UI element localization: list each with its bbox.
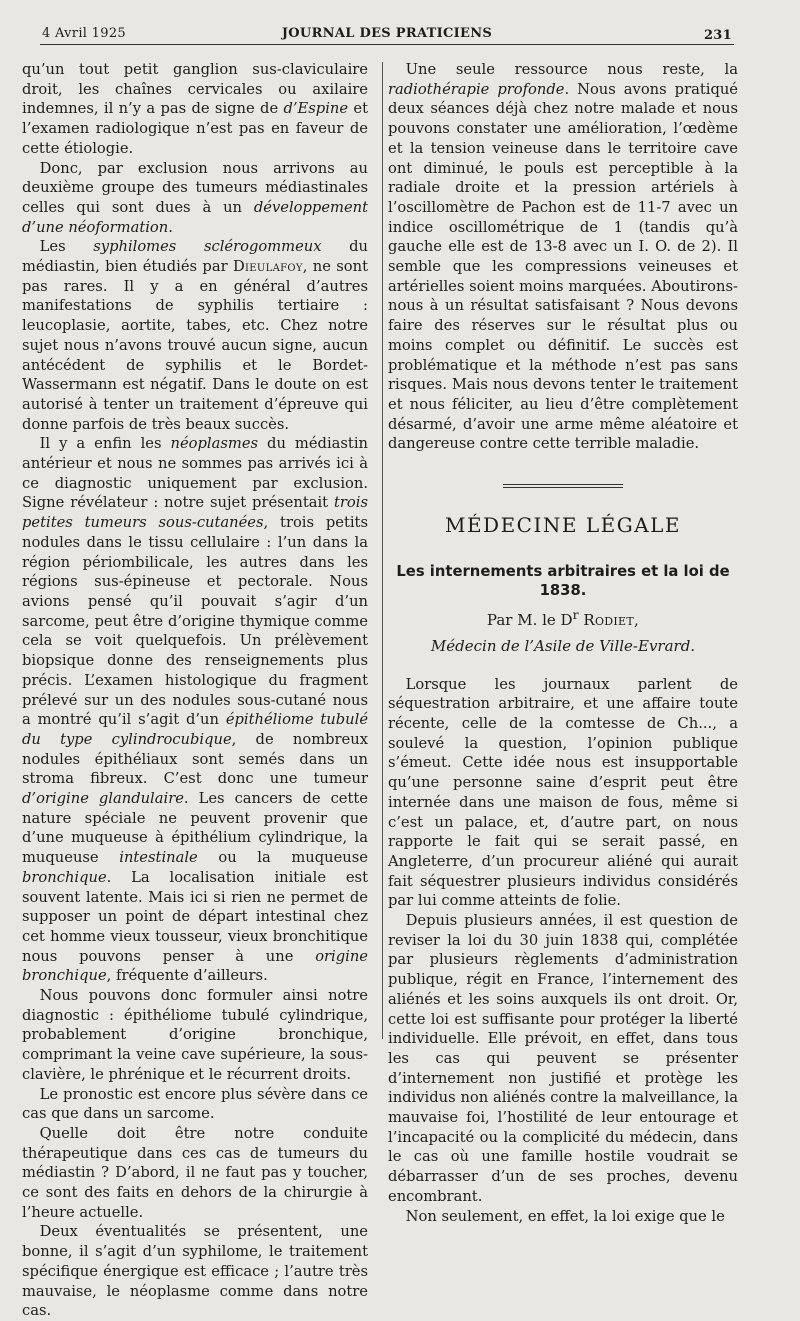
paragraph: qu’un tout petit ganglion sus-claviculaire droit, les chaînes cervicales ou axilaire indemnes, il n’y a pas de signe de d’Espine et l’examen radiologique n’est pas en faveur de cette étiologie. xyxy=(22,61,368,157)
paragraph: Il y a enfin les néoplasmes du médiastin antérieur et nous ne sommes pas arrivés ici à ce diagnostic uniquement par exclusion. Signe révélateur : notre sujet présentait trois petites tumeurs sous-cutanées, trois petits nodules dans le tissu cellulaire : l’un dans la région périombilicale, les autres dans les régions sus-épineuse et pectorale. Nous avions pensé qu’il pouvait s’agir d’un sarcome, peut être d’origine thymique comme cela se voit quelquefois. Un prélèvement biopsique donne des renseignements plus précis. L’examen histologique du fragment prélevé sur un des nodules sous-cutané nous a montré qu’il s’agit d’un épithéliome tubulé du type cylindrocubique, de nombreux nodules épithéliaux sont semés dans un stroma fibreux. C’est donc une tumeur d’origine glandulaire. Les cancers de cette nature spéciale ne peuvent provenir que d’une muqueuse à épithélium cylindrique, la muqueuse intestinale ou la muqueuse bronchique. La localisation initiale est souvent latente. Mais ici si rien ne permet de supposer un point de départ intestinal chez cet homme vieux tousseur, vieux bronchitique nous pouvons penser à une origine bronchique, fréquente d’ailleurs. xyxy=(22,435,369,985)
article-byline: Par M. le $D^r$ Rodiet, xyxy=(486,607,640,630)
paragraph: Une seule ressource nous reste, la radiothérapie profonde. Nous avons pratiqué deux séances déjà chez notre malade et nous pouvons constater une amélioration, l’œdème et la tension veineuse dans le territoire cave ont diminué, le pouls est perceptible à la radiale droite et la pression artériels à l’oscillomètre de Pachon est de 11-7 avec un indice oscillométrique de 1 (tandis qu’à gauche elle est de 13-8 avec un I. O. de 2). Il semble que les compressions veineuses et artérielles soient moins marquées. Aboutirons-nous à un résultat satisfaisant ? Nous devons faire des réserves sur le résultat plus ou moins complet ou définitif. Le succès est problématique et la méthode n’est pas sans risques. Mais nous devons tenter le traitement et nous féliciter, au lieu d’être complètement désarmé, d’avoir une arme même aléatoire et dangereuse contre cette terrible maladie. xyxy=(388,61,739,453)
section-separator xyxy=(503,484,623,488)
paragraph: Donc, par exclusion nous arrivons au deuxième groupe des tumeurs médiastinales celles qui sont dues à un développement d’une néoformation. xyxy=(22,159,368,236)
paragraph: Les syphilomes sclérogommeux du médiastin, bien étudiés par Dieulafoy, ne sont pas rares. Il y a en général d’autres manifestations de syphilis tertiaire : leucoplasie, aortite, tabes, etc. Chez notre sujet nous n’avons trouvé aucun signe, aucun antécédent de syphilis et le Bordet-Wassermann est négatif. Dans le doute on est autorisé à tenter un traitement d’épreuve qui donne parfois de très beaux succès. xyxy=(22,238,369,433)
paragraph: Le pronostic est encore plus sévère dans ce cas que dans un sarcome. xyxy=(22,1085,368,1123)
paragraph: Quelle doit être notre conduite thérapeutique dans ces cas de tumeurs du médiastin ? D’abord, il ne faut pas y toucher, ce sont des faits en dehors de la chirurgie à l’heure actuelle. xyxy=(22,1124,368,1221)
header-rule xyxy=(40,44,734,45)
paragraph: Non seulement, en effet, la loi exige que le xyxy=(405,1207,725,1225)
author-affiliation: Médecin de l’Asile de Ville-Evrard. xyxy=(430,636,696,655)
column-divider xyxy=(382,62,383,1039)
section-title: MÉDECINE LÉGALE xyxy=(444,513,682,538)
article-title: Les internements arbitraires et la loi de 1838. xyxy=(396,562,730,600)
right-column xyxy=(388,60,738,1226)
paragraph: Deux éventualités se présentent, une bonne, il s’agit d’un syphilome, le traitement spécifique énergique est efficace ; l’autre très mauvaise, le néoplasme comme dans notre cas. xyxy=(22,1223,368,1320)
paragraph: Lorsque les journaux parlent de séquestration arbitraire, et une affaire toute récente, celle de la comtesse de Ch..., a soulevé la question, l’opinion publique s’émeut. Cette idée nous est insupportable qu’une personne saine d’esprit peut être internée dans une maison de fous, même si c’est un palace, et, d’autre part, on nous rapporte le fait qui se serait passé, en Angleterre, d’un procureur aliéné qui aurait fait séquestrer plusieurs individus considérés par lui comme atteints de folie. xyxy=(388,675,738,910)
issue-date: 4 Avril 1925 xyxy=(42,26,126,41)
paragraph: Depuis plusieurs années, il est question de reviser la loi du 30 juin 1838 qui, complétée par plusieurs règlements d’administration publique, régit en France, l’internement des aliénés et les soins auxquels ils ont droit. Or, cette loi est suffisante pour protéger la liberté individuelle. Elle prévoit, en effet, dans tous les cas qui peuvent se présenter d’internement non justifié et protège les individus non aliénés contre la malveillance, la mauvaise foi, l’hostilité de leur entourage et l’incapacité ou la complicité du médecin, dans le cas où une famille hostile voudrait se débarrasser d’un de ses proches, devenu encombrant. xyxy=(388,912,738,1205)
journal-title: JOURNAL DES PRATICIENS xyxy=(281,26,493,41)
left-column xyxy=(22,60,368,1321)
page-number: 231 xyxy=(703,28,732,43)
paragraph: Nous pouvons donc formuler ainsi notre diagnostic : épithéliome tubulé cylindrique, probablement d’origine bronchique, comprimant la veine cave supérieure, la sous-clavière, le phrénique et le récurrent droits. xyxy=(22,987,368,1083)
